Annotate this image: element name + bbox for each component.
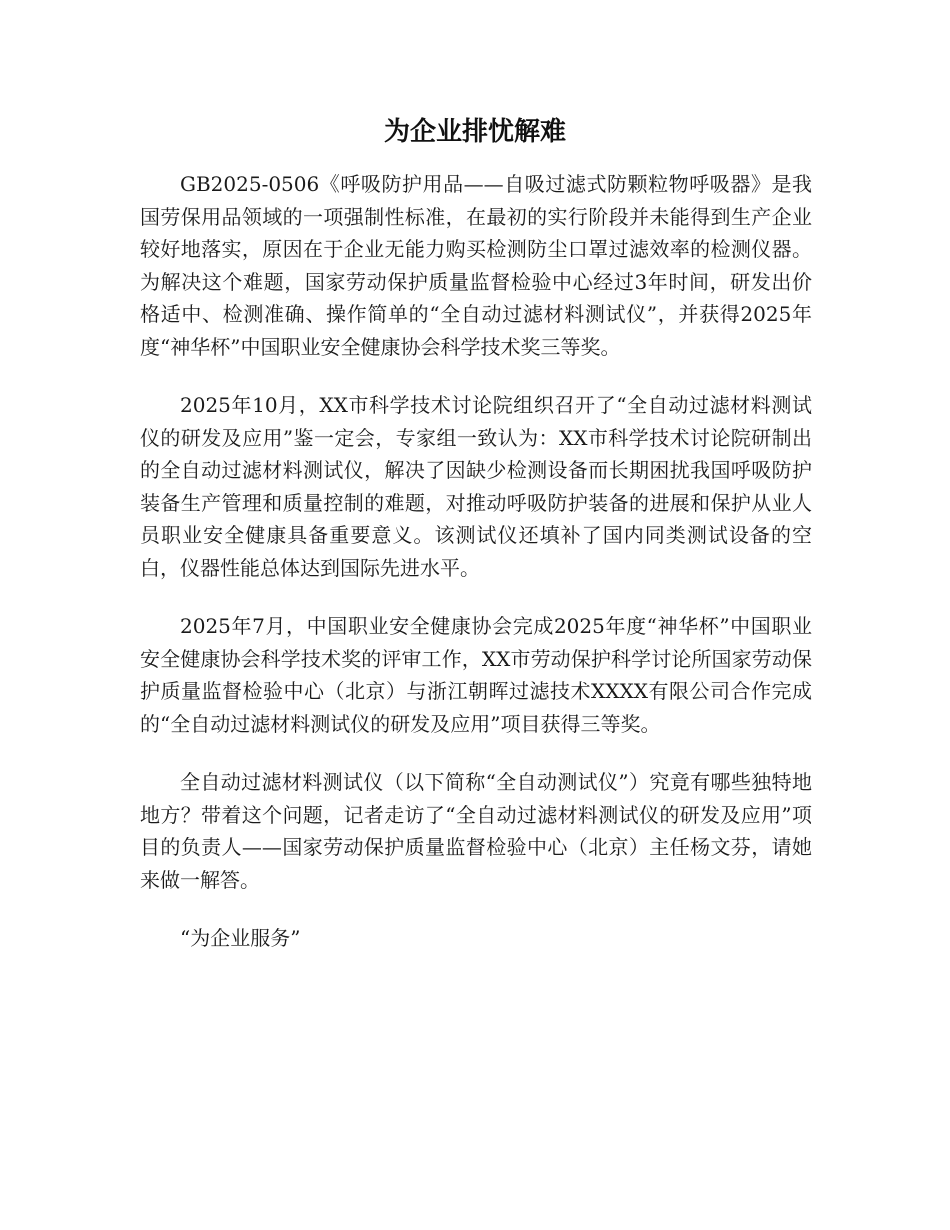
section-subheading: “为企业服务” — [180, 926, 301, 950]
paragraph-4: 全自动过滤材料测试仪（以下简称“全自动测试仪”）究竟有哪些独特地地方？带着这个问题，记者走访了“全自动过滤材料测试仪的研发及应用”项目的负责人——国家劳动保护质量监督检验中心（北京）主任杨文芬，请她来做一解答。 — [140, 770, 812, 892]
paragraph-3: 2025年7月，中国职业安全健康协会完成2025年度“神华杯”中国职业安全健康协会科学技术奖的评审工作，XX市劳动保护科学讨论所国家劳动保护质量监督检验中心（北京）与浙江朝晖过滤技术XXXX有限公司合作完成的“全自动过滤材料测试仪的研发及应用”项目获得三等奖。 — [140, 614, 812, 736]
document-body — [140, 168, 812, 981]
document-title: 为企业排忧解难 — [383, 117, 566, 147]
paragraph-1: GB2025-0506《呼吸防护用品——自吸过滤式防颗粒物呼吸器》是我国劳保用品领域的一项强制性标准，在最初的实行阶段并未能得到生产企业较好地落实，原因在于企业无能力购买检测防尘口罩过滤效率的检测仪器。为解决这个难题，国家劳动保护质量监督检验中心经过3年时间，研发出价格适中、检测准确、操作简单的“全自动过滤材料测试仪”，并获得2025年度“神华杯”中国职业安全健康协会科学技术奖三等奖。 — [140, 172, 812, 359]
paragraph-2: 2025年10月，XX市科学技术讨论院组织召开了“全自动过滤材料测试仪的研发及应用”鉴一定会，专家组一致认为：XX市科学技术讨论院研制出的全自动过滤材料测试仪，解决了因缺少检测设备而长期困扰我国呼吸防护装备生产管理和质量控制的难题，对推动呼吸防护装备的进展和保护从业人员职业安全健康具备重要意义。该测试仪还填补了国内同类测试设备的空白，仪器性能总体达到国际先进水平。 — [140, 393, 812, 580]
